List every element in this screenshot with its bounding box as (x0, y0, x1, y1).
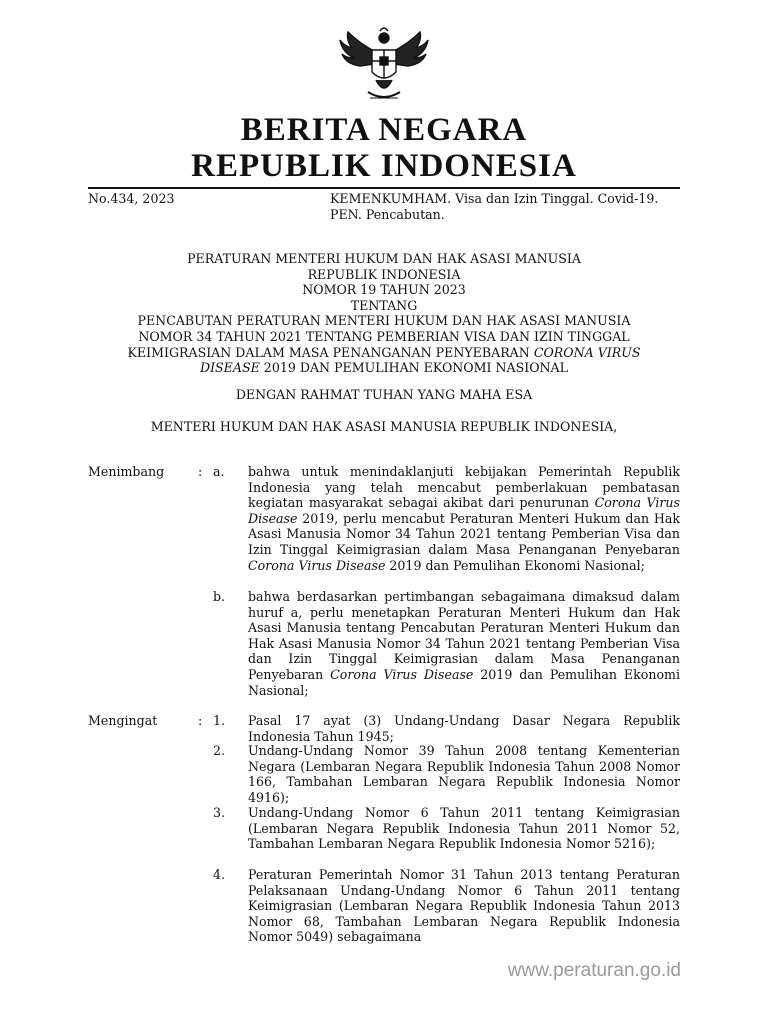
item-text: Peraturan Pemerintah Nomor 31 Tahun 2013 tentang Peraturan Pelaksanaan Undang-Undang Nomor 6 Tahun 2011 tentang Keimigrasian (Lembaran Negara Republik Indonesia Tahun 2013 Nomor 68, Tambahan Lembaran Negara Republik Indonesia Nomor 5049) sebagaimana (248, 867, 680, 945)
item-text-part: 2019, perlu mencabut Peraturan Menteri Hukum dan Hak Asasi Manusia Nomor 34 Tahun 2021 tentang Pemberian Visa dan Izin Tinggal Keimigrasian dalam Masa Penanganan Penyebaran (248, 510, 680, 557)
item-marker: 4. (213, 867, 226, 882)
item-marker: 2. (213, 743, 226, 758)
title-line (88, 345, 680, 361)
title-line: REPUBLIK INDONESIA (307, 266, 461, 282)
item-marker: 1. (213, 713, 226, 728)
item-text-part: 2019 dan Pemulihan Ekonomi Nasional; (248, 666, 680, 698)
gazette-subject: KEMENKUMHAM. Visa dan Izin Tinggal. Covid-19. PEN. Pencabutan. (330, 191, 659, 222)
title-italic: DISEASE (199, 360, 260, 376)
title-line: PERATURAN MENTERI HUKUM DAN HAK ASASI MANUSIA (187, 251, 581, 266)
title-text: KEIMIGRASIAN DALAM MASA PENANGANAN PENYEBARAN (127, 344, 534, 360)
gazette-number: No.434, 2023 (88, 191, 175, 206)
masthead-rule (88, 187, 680, 189)
item-text-italic: Corona Virus Disease (248, 557, 386, 573)
masthead-subtitle: REPUBLIK INDONESIA (191, 148, 577, 184)
section-colon: : (198, 713, 203, 728)
blessing-line: DENGAN RAHMAT TUHAN YANG MAHA ESA (235, 387, 533, 402)
title-line (88, 360, 680, 376)
section-label: Mengingat (88, 713, 158, 728)
section-label: Menimbang (88, 464, 165, 479)
item-text-italic: Corona Virus Disease (330, 666, 474, 682)
section-colon: : (198, 464, 203, 479)
item-marker: b. (213, 589, 226, 604)
garuda-pancasila-icon (330, 26, 438, 110)
item-text (248, 589, 680, 698)
footer-url: www.peraturan.go.id (507, 960, 681, 981)
title-line: NOMOR 34 TAHUN 2021 TENTANG PEMBERIAN VISA DAN IZIN TINGGAL (138, 328, 630, 344)
item-marker: 3. (213, 805, 226, 820)
item-text-italic: Corona Virus Disease (248, 495, 680, 526)
minister-line: MENTERI HUKUM DAN HAK ASASI MANUSIA REPUBLIK INDONESIA, (150, 419, 618, 434)
item-text-part: bahwa untuk menindaklanjuti kebijakan Pemerintah Republik Indonesia yang telah mencabut pemberlakuan pembatasan kegiatan masyarakat sebagai akibat dari penurunan (248, 464, 680, 511)
title-text: 2019 DAN PEMULIHAN EKONOMI NASIONAL (259, 360, 569, 376)
item-text-part: bahwa berdasarkan pertimbangan sebagaimana dimaksud dalam huruf a, perlu menetapkan Peraturan Menteri Hukum dan Hak Asasi Manusia tentang Pencabutan Peraturan Menteri Hukum dan Hak Asasi Manusia Nomor 34 Tahun 2021 tentang Pemberian Visa dan Izin Tinggal Keimigrasian dalam Masa Penanganan Penyebaran (248, 589, 680, 682)
item-text: Pasal 17 ayat (3) Undang-Undang Dasar Negara Republik Indonesia Tahun 1945; (248, 713, 680, 744)
item-text (248, 464, 680, 573)
title-line: PENCABUTAN PERATURAN MENTERI HUKUM DAN HAK ASASI MANUSIA (137, 313, 631, 329)
title-line: NOMOR 19 TAHUN 2023 (302, 282, 466, 298)
title-line: TENTANG (350, 297, 418, 313)
title-italic: CORONA VIRUS (533, 344, 641, 360)
item-text: Undang-Undang Nomor 6 Tahun 2011 tentang Keimigrasian (Lembaran Negara Republik Indonesia Tahun 2011 Nomor 52, Tambahan Lembaran Negara Republik Indonesia Nomor 5216); (248, 805, 680, 852)
regulation-title (88, 251, 680, 376)
item-marker: a. (213, 464, 225, 479)
item-text-part: 2019 dan Pemulihan Ekonomi Nasional; (385, 557, 645, 573)
masthead-title: BERITA NEGARA (240, 112, 528, 148)
item-text: Undang-Undang Nomor 39 Tahun 2008 tentang Kementerian Negara (Lembaran Negara Republik Indonesia Tahun 2008 Nomor 166, Tambahan Lembaran Negara Republik Indonesia Nomor 4916); (248, 743, 680, 805)
